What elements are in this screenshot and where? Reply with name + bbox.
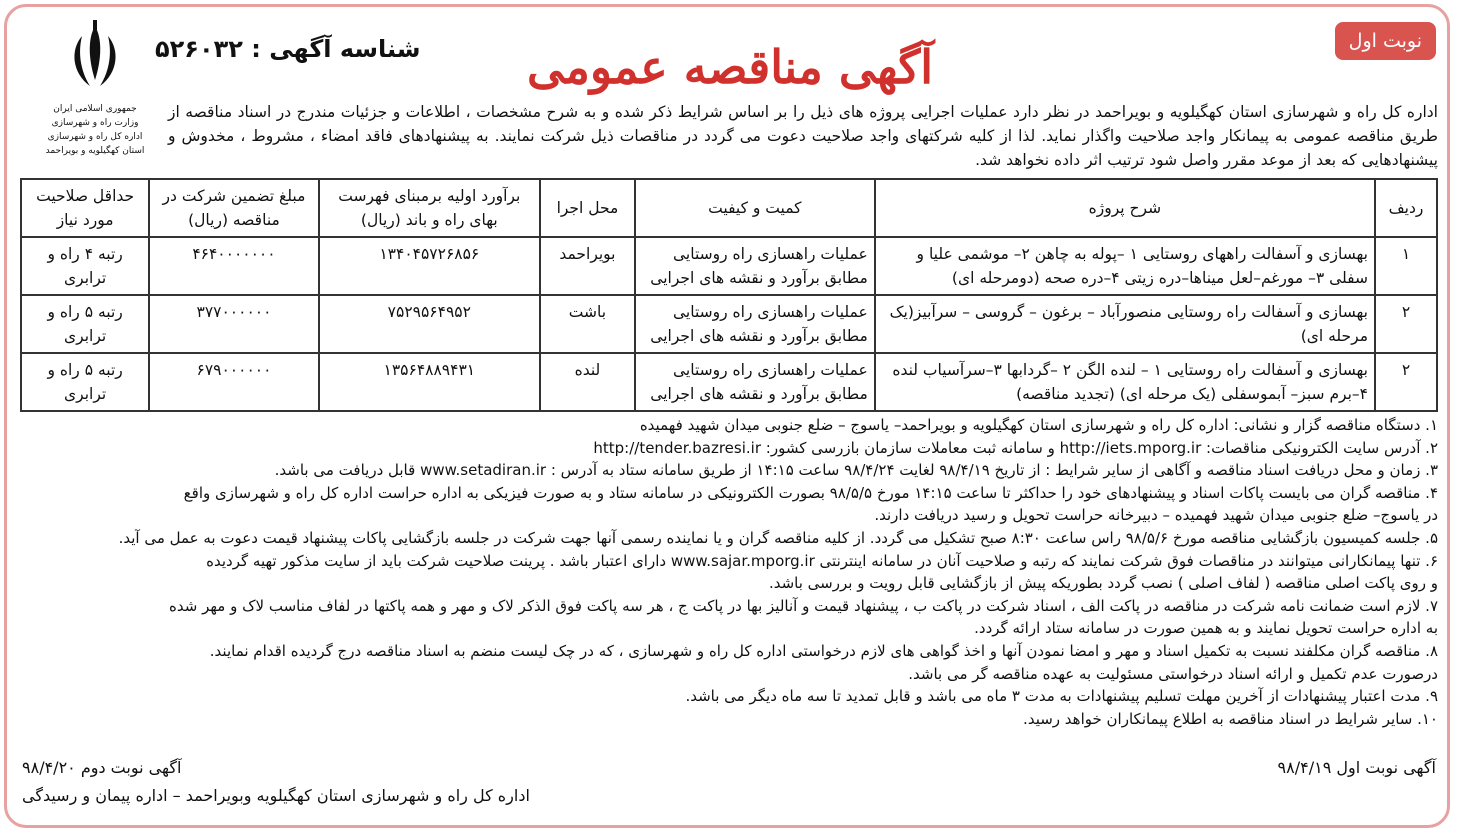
emblem-line-3: اداره کل راه و شهرسازی استان کهگیلویه و بویراحمد <box>45 132 145 156</box>
emblem <box>40 18 150 158</box>
round-badge: نوبت اول <box>1335 22 1436 60</box>
condition-line: ۷. لازم است ضمانت نامه شرکت در مناقصه در پاکت الف ، اسناد شرکت در پاکت ب ، پیشنهاد قیمت و آنالیز بها در پاکت ج ، هر سه پاکت فوق الذکر لاک و مهر و همه پاکتها در لفاف مناسب لاک و مهر شده <box>169 596 1438 615</box>
cell-estimate: ۱۳۴۰۴۵۷۲۶۸۵۶ <box>319 237 540 295</box>
condition-line: ۹. مدت اعتبار پیشنهادات از آخرین مهلت تسلیم پیشنهادات به مدت ۳ ماه می باشد و قابل تمدید تا سه ماه دیگر می باشد. <box>685 687 1438 706</box>
ad-id: شناسه آگهی : ۵۲۶۰۳۲ <box>155 35 421 63</box>
table-row <box>21 295 1437 353</box>
condition-line: و روی پاکت اصلی مناقصه ( لفاف اصلی ) نصب گردد بطوریکه پیش از بازگشایی قابل رویت و بررسی باشد. <box>768 574 1438 593</box>
cell-estimate: ۷۵۲۹۵۶۴۹۵۲ <box>319 295 540 353</box>
cell-description: بهسازی و آسفالت راه روستایی ۱ – لنده الگن ۲ –گردابها ۳–سرآسیاب لنده ۴–برم سبز– آبموسفلی (یک مرحله ای) (تجدید مناقصه) <box>875 353 1375 411</box>
issuer-line: اداره کل راه و شهرسازی استان کهگیلویه وبویراحمد – اداره پیمان و رسیدگی <box>22 786 530 805</box>
condition-line: درصورت عدم تکمیل و ارائه اسناد درخواستی مسئولیت به عهده مناقصه گر می باشد. <box>908 664 1438 683</box>
condition-line: ۶. تنها پیمانکارانی میتوانند در مناقصات فوق شرکت نمایند که رتبه و صلاحیت آنان در سامانه اینترنتی www.sajar.mporg.ir دارای اعتبار باشد . پرینت صلاحیت شرکت باید از سایت مذکور تهیه گردیده <box>206 551 1438 570</box>
table-row <box>21 237 1437 295</box>
cell-location: بویراحمد <box>540 237 635 295</box>
col-location: محل اجرا <box>540 179 635 237</box>
col-guarantee: مبلغ تضمین شرکت در مناقصه (ریال) <box>149 179 319 237</box>
condition-line: ۲. آدرس سایت الکترونیکی مناقصات: http://iets.mporg.ir و سامانه ثبت معاملات سازمان بازرسی کشور: http://tender.bazresi.ir <box>593 438 1438 457</box>
condition-line: ۵. جلسه کمیسیون بازگشایی مناقصه مورخ ۹۸/۵/۶ راس ساعت ۸:۳۰ صبح تشکیل می گردد. از کلیه مناقصه گران و یا نماینده رسمی آنها جهت شرکت در جلسه بازگشایی پاکات پیشنهاد قیمت دعوت به عمل می آید. <box>118 528 1438 547</box>
first-publication-date: آگهی نوبت اول ۹۸/۴/۱۹ <box>1277 758 1436 777</box>
emblem-line-1: جمهوری اسلامی ایران <box>53 104 137 114</box>
cell-description: بهسازی و آسفالت راههای روستایی ۱ –پوله به چاهن ۲– موشمی علیا و سفلی ۳– مورغم–لعل میناها–دره زیتی ۴–دره صحه (دومرحله ای) <box>875 237 1375 295</box>
cell-row: ۲ <box>1375 295 1437 353</box>
col-estimate: برآورد اولیه برمبنای فهرست بهای راه و باند (ریال) <box>319 179 540 237</box>
condition-line: در یاسوج– ضلع جنوبی میدان شهید فهمیده – دبیرخانه حراست تحویل و رسید دریافت دارند. <box>874 506 1438 525</box>
cell-location: لنده <box>540 353 635 411</box>
col-description: شرح پروژه <box>875 179 1375 237</box>
cell-location: باشت <box>540 295 635 353</box>
cell-description: بهسازی و آسفالت راه روستایی منصورآباد – برغون – گروسی – سرآبیز(یک مرحله ای) <box>875 295 1375 353</box>
projects-table <box>20 178 1438 412</box>
condition-line: ۴. مناقصه گران می بایست پاکات اسناد و پیشنهادهای خود را حداکثر تا ساعت ۱۴:۱۵ مورخ ۹۸/۵/۵ بصورت الکترونیکی در سامانه ستاد و به صورت فیزیکی به اداره حراست اداره کل راه و شهرسازی واقع <box>183 483 1438 502</box>
condition-line: ۱۰. سایر شرایط در اسناد مناقصه به اطلاع پیمانکاران خواهد رسید. <box>1023 709 1438 728</box>
cell-qualification: رتبه ۴ راه و ترابری <box>21 237 149 295</box>
condition-line: ۱. دستگاه مناقصه گزار و نشانی: اداره کل راه و شهرسازی استان کهگیلویه و بویراحمد– یاسوج – ضلع جنوبی میدان شهید فهمیده <box>639 416 1438 434</box>
iran-emblem-icon <box>60 18 130 98</box>
cell-row: ۱ <box>1375 237 1437 295</box>
cell-quantity: عملیات راهسازی راه روستایی مطابق برآورد و نقشه های اجرایی <box>635 353 875 411</box>
second-publication-date: آگهی نوبت دوم ۹۸/۴/۲۰ <box>22 758 182 777</box>
cell-guarantee: ۴۶۴۰۰۰۰۰۰۰ <box>149 237 319 295</box>
col-quantity: کمیت و کیفیت <box>635 179 875 237</box>
condition-line: به اداره حراست تحویل نمایند و به همین صورت در سامانه ستاد ارائه گردد. <box>974 619 1438 638</box>
cell-quantity: عملیات راهسازی راه روستایی مطابق برآورد و نقشه های اجرایی <box>635 237 875 295</box>
conditions-list <box>20 414 1438 730</box>
col-qualification: حداقل صلاحیت مورد نیاز <box>21 179 149 237</box>
cell-row: ۲ <box>1375 353 1437 411</box>
table-row <box>21 353 1437 411</box>
cell-guarantee: ۶۷۹۰۰۰۰۰۰ <box>149 353 319 411</box>
cell-qualification: رتبه ۵ راه و ترابری <box>21 353 149 411</box>
cell-guarantee: ۳۷۷۰۰۰۰۰۰ <box>149 295 319 353</box>
cell-estimate: ۱۳۵۶۴۸۸۹۴۳۱ <box>319 353 540 411</box>
cell-qualification: رتبه ۵ راه و ترابری <box>21 295 149 353</box>
condition-line: ۸. مناقصه گران مکلفند نسبت به تکمیل اسناد و مهر و امضا نمودن آنها و اخذ گواهی های لازم درخواستی اداره کل راه و شهرسازی ، که در چک لیست منضم به اسناد مناقصه درج گردیده اقدام نمایند. <box>209 641 1438 660</box>
intro-paragraph: اداره کل راه و شهرسازی استان کهگیلویه و بویراحمد در نظر دارد عملیات اجرایی پروژه های ذیل را بر اساس شرایط ذکر شده و به شرح مشخصات ، اطلاعات و جزئیات مندرج در اسناد مناقصه از طریق مناقصه عمومی به پیمانکار واجد صلاحیت واگذار نماید. لذا از کلیه شرکتهای واجد صلاحیت دعوت می گردد در مناقصات ذیل شرکت نمایند. به پیشنهادهای فاقد امضاء ، مشروط ، مخدوش و پیشنهادهایی که بعد از موعد مقرر واصل شود ترتیب اثر داده نخواهد شد. <box>168 103 1438 169</box>
cell-quantity: عملیات راهسازی راه روستایی مطابق برآورد و نقشه های اجرایی <box>635 295 875 353</box>
col-row: ردیف <box>1375 179 1437 237</box>
table-header-row <box>21 179 1437 237</box>
condition-line: ۳. زمان و محل دریافت اسناد مناقصه و آگاهی از سایر شرایط : از تاریخ ۹۸/۴/۱۹ لغایت ۹۸/۴/۲۴ ساعت ۱۴:۱۵ از طریق سامانه ستاد به آدرس : www.setadiran.ir قابل دریافت می باشد. <box>274 461 1438 480</box>
emblem-line-2: وزارت راه و شهرسازی <box>51 118 139 128</box>
page-title: آگهی مناقصه عمومی <box>526 40 934 94</box>
